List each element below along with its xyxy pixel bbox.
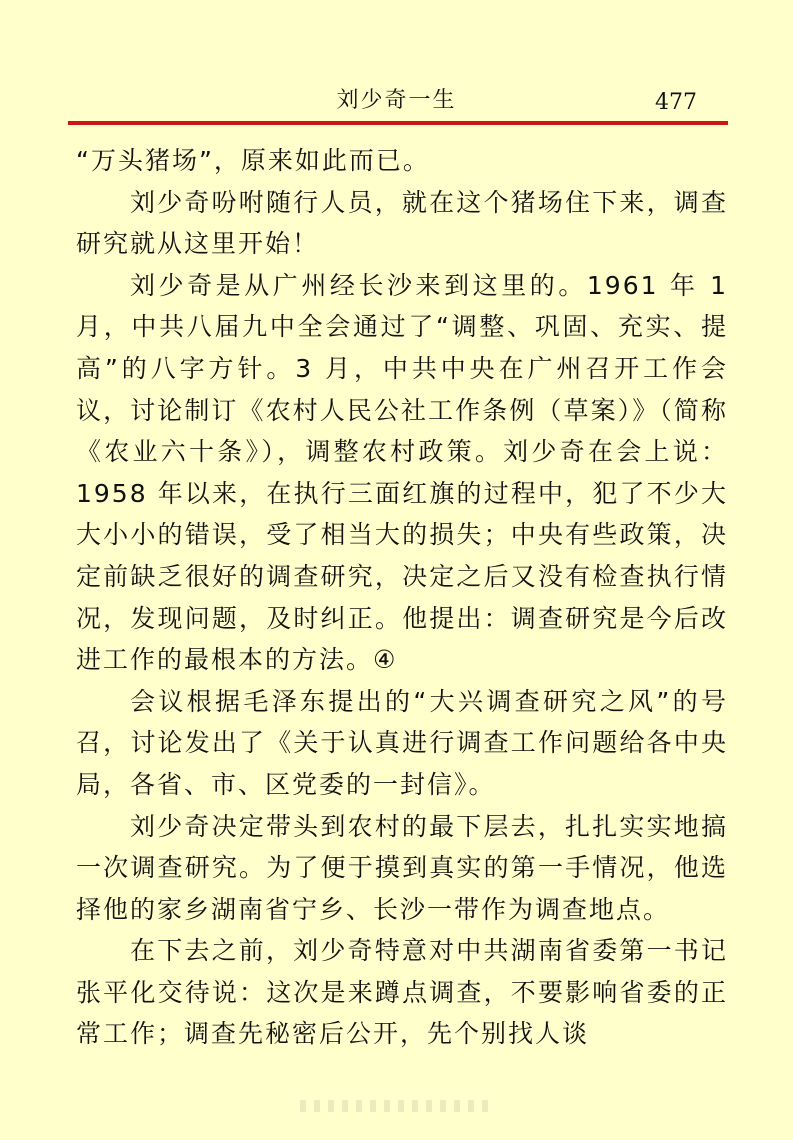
body-text (76, 140, 728, 1055)
paragraph-1: “万头猪场”，原来如此而已。 (76, 146, 430, 175)
running-header-title: 刘少奇一生 (336, 88, 457, 113)
paragraph-4: 会议根据毛泽东提出的“大兴调查研究之风”的号召，讨论发出了《关于认真进行调查工作问题给各中央局，各省、市、区党委的一封信》。 (76, 686, 728, 799)
footer-scan-artifact (300, 1100, 490, 1112)
paragraph-6: 在下去之前，刘少奇特意对中共湖南省委第一书记张平化交待说：这次是来蹲点调查，不要影响省委的正常工作；调查先秘密后公开，先个别找人谈 (76, 936, 728, 1049)
page-number: 477 (655, 90, 697, 115)
paragraph-5: 刘少奇决定带头到农村的最下层去，扎扎实实地搞一次调查研究。为了便于摸到真实的第一手情况，他选择他的家乡湖南省宁乡、长沙一带作为调查地点。 (76, 811, 728, 924)
paragraph-2: 刘少奇吩咐随行人员，就在这个猪场住下来，调查研究就从这里开始！ (76, 187, 728, 259)
paragraph-3: 刘少奇是从广州经长沙来到这里的。1961 年 1 月，中共八届九中全会通过了“调整、巩固、充实、提高”的八字方针。3 月，中共中央在广州召开工作会议，讨论制订《农村人民公社工作条例（草案）》（简称《农业六十条》），调整农村政策。刘少奇在会上说：1958 年以来，在执行三面红旗的过程中，犯了不少大大小小的错误，受了相当大的损失；中央有些政策，决定前缺乏很好的调查研究，决定之后又没有检查执行情况，发现问题，及时纠正。他提出：调查研究是今后改进工作的最根本的方法。④ (76, 270, 728, 675)
header-divider (68, 121, 728, 125)
